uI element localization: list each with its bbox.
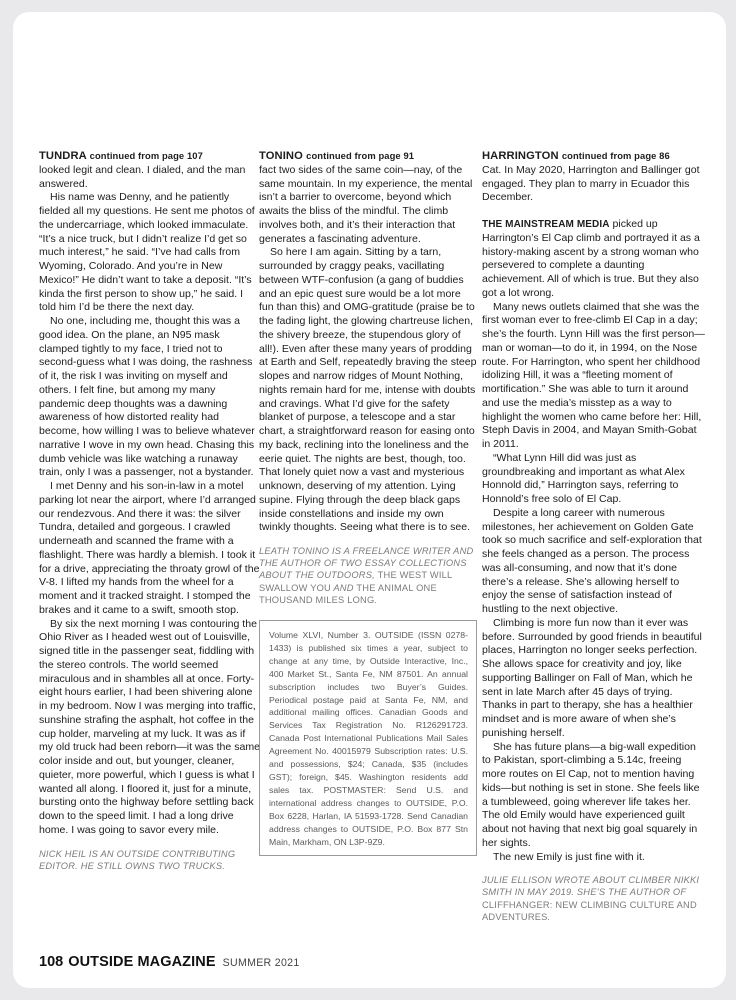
tundra-column [39,149,261,872]
tonino-paragraph: fact two sides of the same coin—nay, of the same mountain. In my experience, the mental isn’t a barrier to overcome, beyond which awaits the bliss of the mindful. The climb involves both, and it’s their interaction that generates a fascinating adventure. [259,163,473,245]
tundra-paragraph: I met Denny and his son-in-law in a motel parking lot near the airport, where I’d arranged our rendezvous. And there it was: the silver Tundra, detailed and gorgeous. I crawled underneath and scanned the frame with a flashlight. There was hardly a blemish. I took it for a drive, appreciating the throaty growl of the V-8. I lifted my hands from the wheel for a moment and it tracked straight. I stomped the brakes and it came to a swift, smooth stop. [39,480,260,616]
publication-notice-box: Volume XLVI, Number 3. OUTSIDE (ISSN 0278-1433) is published six times a year, subject to change at any time, by Outside Interactive, Inc., 400 Market St., Santa Fe, NM 87501. An annual subscription includes two Buyer’s Guides. Periodical postage paid at Santa Fe, NM, and additional mailing offices. Canadian Goods and Services Tax Registration No. R126291723. Canada Post International Publications Mail Sales Agreement No. 40015979 Subscription rates: U.S. and possessions, $24; Canada, $35 (includes GST); foreign, $45. Washington residents add sales tax. POSTMASTER: Send U.S. and international address changes to OUTSIDE, P.O. Box 6228, Harlan, IA 51593-1728. Send Canadian address changes to OUTSIDE, P.O. Box 877 Stn Main, Markham, ON L3P-9Z9. [259,620,477,856]
tonino-column [259,149,477,856]
harrington-heading: HARRINGTON continued from page 86 [482,150,670,162]
tundra-paragraph: By six the next morning I was contouring the Ohio River as I headed west out of Louisville, signed title in the passenger seat, fiddling with the stereo controls. The world seemed miraculous and in shambles all at once. Forty-eight hours earlier, I had been shivering alone in my bedroom. Now I was merging into traffic, sunshine strafing the asphalt, hot coffee in the cup holder, marveling at my luck. It was as if my old truck had been reborn—it was the same color inside and out, but younger, cleaner, quieter, more powerful, which I guess is what I wanted all along. I floored it, just for a minute, bursting onto the highway before settling back down to the speed limit. I had a long drive home. I was going to savor every mile. [39,617,261,836]
author-bio-ellison: JULIE ELLISON WROTE ABOUT CLIMBER NIKKI SMITH IN MAY 2019. SHE’S THE AUTHOR OF CLIFFHANGER: NEW CLIMBING CULTURE AND ADVENTURES. [482,875,700,922]
tundra-heading: TUNDRA continued from page 107 [39,150,203,162]
tundra-paragraph: No one, including me, thought this was a good idea. On the plane, an N95 mask clamped tightly to my face, I tried not to second-guess what I was doing, the rashness of it, the risk I was inviting on myself and others. I felt fine, but among my many pandemic deep thoughts was a dawning awareness of how distorted reality had become, how willing I was to believe whatever narrative I wove in my own head. Chasing this dumb vehicle was like watching a runaway train, only I was a passenger, not a bystander. [39,315,255,479]
author-bio-tonino: LEATH TONINO IS A FREELANCE WRITER AND THE AUTHOR OF TWO ESSAY COLLECTIONS ABOUT THE OUTDOORS, THE WEST WILL SWALLOW YOU AND THE ANIMAL ONE THOUSAND MILES LONG. [259,546,474,605]
harrington-paragraph: The new Emily is just fine with it. [493,850,645,863]
harrington-paragraph: Cat. In May 2020, Harrington and Ballinger got engaged. They plan to marry in Ecuador this December. [482,163,700,204]
tundra-paragraph: His name was Denny, and he patiently fielded all my questions. He sent me photos of the undercarriage, which looked immaculate. “It’s a nice truck, but I didn’t realize I’d get so much interest,” he said. “I’ve had calls from Wyoming, Colorado. And you’re in New Mexico!” He didn’t want to take a deposit. “It’s kinda the first person to show up,” he said. I told him I’d be there the next day. [39,191,255,314]
harrington-section-start: THE MAINSTREAM MEDIA picked up Harrington’s El Cap climb and portrayed it as a history-making ascent by a strong woman who persevered to complete a daunting achievement. All of which is true. But they also got a lot wrong. [482,218,700,299]
tonino-heading: TONINO continued from page 91 [259,150,415,162]
harrington-column [482,149,706,923]
harrington-paragraph: Climbing is more fun now than it ever was before. Surrounded by good friends in beautiful places, Harrington no longer seeks perfection. She allows space for creativity and joy, like supporting Ballinger on Fall of Man, which he sent in late March after 45 days of trying. Thanks in part to therapy, she has a healthier mindset and is more aware of when she’s punishing herself. [482,616,702,739]
issue-date: SUMMER 2021 [222,957,300,969]
magazine-page [13,12,726,988]
author-bio-heil: NICK HEIL IS AN OUTSIDE CONTRIBUTING EDITOR. HE STILL OWNS TWO TRUCKS. [39,848,236,871]
page-number: 108 [39,954,64,970]
harrington-paragraph: Many news outlets claimed that she was the first woman ever to free-climb El Cap in a day; she’s the fourth. Lynn Hill was the first person—man or woman—to do it, in 1994, on the Nose route. For Harrington, who spent her childhood idolizing Hill, it was a “fleeting moment of mortification.” She was able to turn it around and use the media’s misstep as a way to highlight the women who came before her: Hill, Steph Davis in 2004, and Mayan Smith-Gobat in 2011. [482,300,705,450]
harrington-paragraph: Despite a long career with numerous milestones, her achievement on Golden Gate took so much sacrifice and self-exploration that she feels changed as a person. The process was all-consuming, and now that it’s done there’s a release. She’s allowing herself to enjoy the sense of satisfaction instead of hustling to the next objective. [482,506,702,615]
magazine-name: OUTSIDE MAGAZINE [68,954,216,970]
tundra-paragraph: looked legit and clean. I dialed, and the man answered. [39,163,246,190]
harrington-paragraph: She has future plans—a big-wall expedition to Pakistan, sport-climbing a 5.14c, freeing more routes on El Cap, not to mention having kids—but nothing is set in stone. She feels like a tumbleweed, going wherever life takes her. The old Emily would have experienced guilt about not having that next big goal squarely in her sights. [482,740,700,849]
tonino-paragraph: So here I am again. Sitting by a tarn, surrounded by craggy peaks, vacillating between WTF-confusion (a gang of buddies and an epic quest sure would be a lot more fun than this) and OMG-gratitude (praise be to the fading light, the glowing chartreuse lichen, the shivery breeze, the stupendous glory of all!). Even after these many years of prodding at Earth and Self, repeatedly braving the steep slopes and narrow ridges of Mount Nothing, nights remain hard for me, intense with doubts and cravings. What I’d give for the safety blanket of purpose, a telescope and a star chart, a straightforward reason for easing onto my back, reclining into the loneliness and the eerie quiet. The nights are best, though, too. That lonely quiet now a vast and mysterious unknown, deserving of my attention. Lying supine. Flying through the deep black gaps inside constellations and inside my own twinkly thoughts. Seeing what there is to see. [259,246,477,534]
harrington-paragraph: “What Lynn Hill did was just as groundbreaking and important as what Alex Honnold did,” Harrington says, referring to Honnold’s free solo of El Cap. [482,451,685,505]
page-footer [39,954,300,970]
